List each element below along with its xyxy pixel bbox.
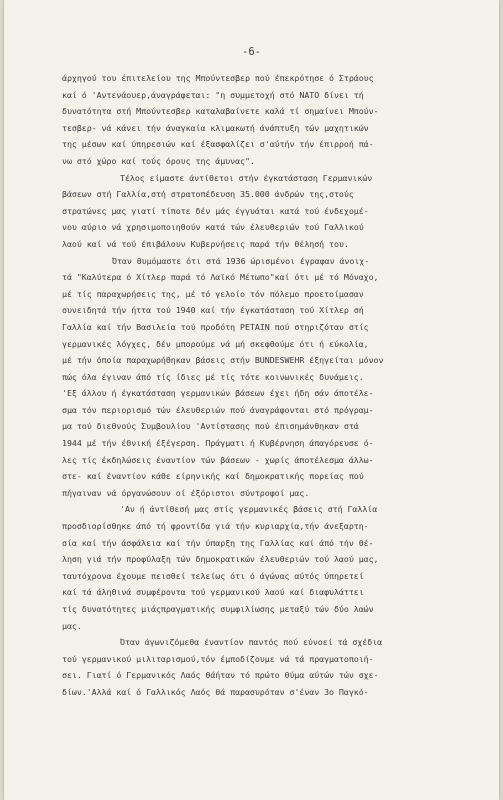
text-line: νου αύριο νά χρησιμοποιηθούν κατά τών έλευθεριών τού Γαλλικού bbox=[62, 222, 364, 233]
text-line: τού γερμανικού μιλιταρισμού,τόν έμποδίζουμε νά τά πραγματοποιή- bbox=[62, 653, 374, 664]
page-number: -6- bbox=[242, 46, 261, 58]
text-line: Γαλλία καί τήν Βασιλεία τού προδότη PETAIN πού στηριζόταν στίς bbox=[62, 321, 369, 332]
text-line: καί τά άληθινά συμφέροντα τού γερμανικού λαού καί διαφυλάττει bbox=[62, 587, 364, 598]
text-line: καί ό 'Αντενάουερ,άναγράφεται: "η συμμετοχή στό ΝΑΤΟ δίνει τή bbox=[62, 89, 364, 100]
text-line: τά "Καλύτερα ό Χίτλερ παρά τό Λαϊκό Μέτωπο"καί ότι μέ τό Μόναχο, bbox=[62, 272, 379, 283]
text-line: σία καί τήν άσφάλεια καί τήν ύπαρξη της Γαλλίας καί άπό τήν θέ- bbox=[62, 537, 374, 548]
text-line: 'Αν ή άντίθεσή μας στίς γερμανικές βάσεις στή Γαλλία bbox=[120, 504, 378, 515]
text-line: ταυτόχρονα έχουμε πεισθεί τελείως ότι ό άγώνας αύτός ύπηρετεί bbox=[62, 570, 364, 581]
text-line: λαού καί νά τού έπιβάλουν Κυβερνήσεις παρά τήν θέλησή του. bbox=[62, 238, 349, 249]
text-line: πήγαιναν νά όργανώσουν οί έξόριστοι σύντροφοί μας. bbox=[62, 487, 310, 498]
text-line: Όταν άγωνιζόμεθα έναντίον παντός πού εύνοεί τά σχέδια bbox=[120, 637, 383, 648]
text-line: μέ τίς παραχωρήσεις της, μέ τό γελοίο τόν πόλεμο προετοίμασαν bbox=[62, 288, 364, 299]
text-line: ληση γιά τήν προφύλαξη τών δημοκρατικών έλευθεριών τού λαού μας, bbox=[62, 554, 379, 565]
text-line: συνειδητά τήν ήττα τού 1940 καί τήν έγκατάσταση τού Χίτλερ σή bbox=[62, 305, 364, 316]
text-line: μέ τήν όποία παραχωρήθηκαν βάσεις στήν BUNDESWEHR έξηγείται μόνον bbox=[62, 355, 384, 366]
text-line: 'Εξ άλλου ή έγκατάσταση γερμανικών βάσεων έχει ήδη σάν άποτέλε- bbox=[62, 388, 374, 399]
text-line: στε- καί έναντίον κάθε είρηνικής καί δημοκρατικής πορείας πού bbox=[62, 471, 364, 482]
text-line: σει. Γιατί ό Γερμανικός Λαός θάήταν τό πρώτο θύμα αύτών τών σχε- bbox=[62, 670, 379, 681]
text-line: δυνατότητα στή Μπούντεσβερ καταλαβαίνετε καλά τί σημαίνει Μπούν- bbox=[62, 106, 379, 117]
text-line: δίων.'Αλλά καί ό Γαλλικός Λαός θά παρασυρόταν σ'έναν 3ο Παγκό- bbox=[62, 686, 369, 697]
text-line: τεσβερ- νά κάνει τήν άναγκαία κλιμακωτή άνάπτυξη τών μαχητικών bbox=[62, 122, 369, 133]
text-line: σμα τόν περιορισμό τών έλευθεριών πού άναγράφονται στό πρόγραμ- bbox=[62, 404, 374, 415]
text-line: μας. bbox=[62, 620, 82, 631]
text-line: Όταν θυμόμαστε ότι στά 1936 ώρισμένοι έγραφαν άνοιχ- bbox=[112, 255, 370, 266]
text-line: Τέλος είμαστε άντίθετοι στήν έγκατάσταση Γερμανικών bbox=[120, 172, 373, 183]
text-line: άρχηγού του έπιτελείου της Μπούντεσβερ πού έπεκρότησε ό Στράους bbox=[62, 73, 374, 83]
text-line: γερμανικές λόγχες, δέν μπορούμε νά μή σκεφθούμε ότι ή εύκολία, bbox=[62, 338, 369, 349]
text-line: λες τίς έκδηλώσεις έναντίον τών βάσεων - χωρίς άποτέλεσμα άλλω- bbox=[62, 454, 374, 465]
text-line: της μέσων καί ύπηρεσιών καί έξασφαλίζει σ'αύτήν τήν έπιρροή πά- bbox=[62, 139, 374, 150]
text-line: 1944 μέ τήν έθνική έξέγερση. Πράγματι ή Κυβέρνηση άπαγόρευσε ό- bbox=[62, 438, 374, 449]
text-line: τίς δυνατότητες μιάςπραγματικής συμφιλίωσης μεταξύ τών δύο λαών bbox=[62, 604, 374, 614]
text-line: προσδιορίσθηκε άπό τή φροντίδα γιά τήν κυριαρχία,τήν άνεξαρτη- bbox=[62, 521, 369, 532]
text-line: νω στό χώρο καί τούς όρους της άμυνας". bbox=[62, 155, 255, 166]
typed-text-body bbox=[62, 70, 480, 701]
document-page bbox=[4, 0, 499, 800]
text-line: στρατώνες μας γιατί τίποτε δέν μάς έγγυάται κατά τού ένδεχομέ- bbox=[62, 205, 369, 216]
text-line: πώς όλα έγιναν άπό τίς ίδιες μέ τίς τότε κοινωνικές δυνάμεις. bbox=[62, 371, 364, 382]
text-line: βάσεων στή Γαλλία,στή στρατοπέδευση 35.000 άνδρών της,στούς bbox=[62, 189, 354, 200]
text-line: μα τού διεθνούς Συμβουλίου 'Αντίστασης πού έπισημάνθηκαν στά bbox=[62, 421, 359, 432]
